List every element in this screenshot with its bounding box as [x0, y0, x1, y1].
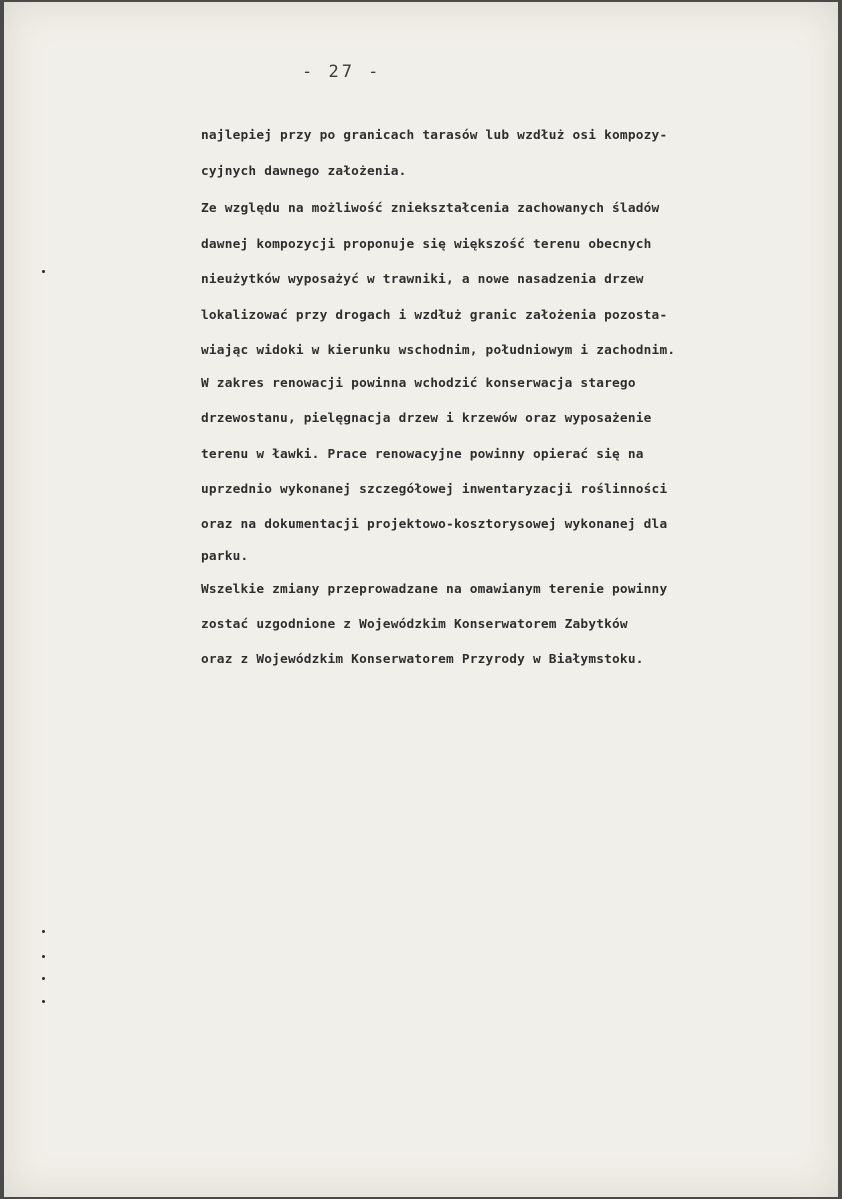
margin-dot — [42, 977, 45, 980]
text-line: oraz na dokumentacji projektowo-kosztorysowej wykonanej dla — [201, 517, 668, 532]
text-line: dawnej kompozycji proponuje się większość terenu obecnych — [201, 237, 652, 252]
text-line: cyjnych dawnego założenia. — [201, 164, 407, 179]
text-line: lokalizować przy drogach i wzdłuż granic założenia pozosta- — [201, 308, 668, 323]
text-line: oraz z Wojewódzkim Konserwatorem Przyrody w Białymstoku. — [201, 652, 644, 667]
text-line: drzewostanu, pielęgnacja drzew i krzewów oraz wyposażenie — [201, 411, 652, 426]
text-line: Wszelkie zmiany przeprowadzane na omawianym terenie powinny — [201, 582, 668, 597]
margin-dot — [42, 1000, 45, 1003]
text-line: W zakres renowacji powinna wchodzić konserwacja starego — [201, 376, 636, 391]
text-line: najlepiej przy po granicach tarasów lub wzdłuż osi kompozy- — [201, 128, 668, 143]
document-page — [4, 2, 838, 1197]
text-line: zostać uzgodnione z Wojewódzkim Konserwatorem Zabytków — [201, 617, 628, 632]
text-line: nieużytków wyposażyć w trawniki, a nowe nasadzenia drzew — [201, 272, 644, 287]
text-line: terenu w ławki. Prace renowacyjne powinny opierać się na — [201, 447, 644, 462]
margin-dot — [42, 955, 45, 958]
text-line: parku. — [201, 549, 249, 564]
text-line: Ze względu na możliwość zniekształcenia zachowanych śladów — [201, 201, 660, 216]
text-line: wiając widoki w kierunku wschodnim, południowym i zachodnim. — [201, 343, 676, 358]
margin-dot — [42, 930, 45, 933]
margin-dot — [42, 270, 45, 273]
text-line: uprzednio wykonanej szczegółowej inwentaryzacji roślinności — [201, 482, 668, 497]
page-number-header: - 27 - — [302, 62, 382, 82]
